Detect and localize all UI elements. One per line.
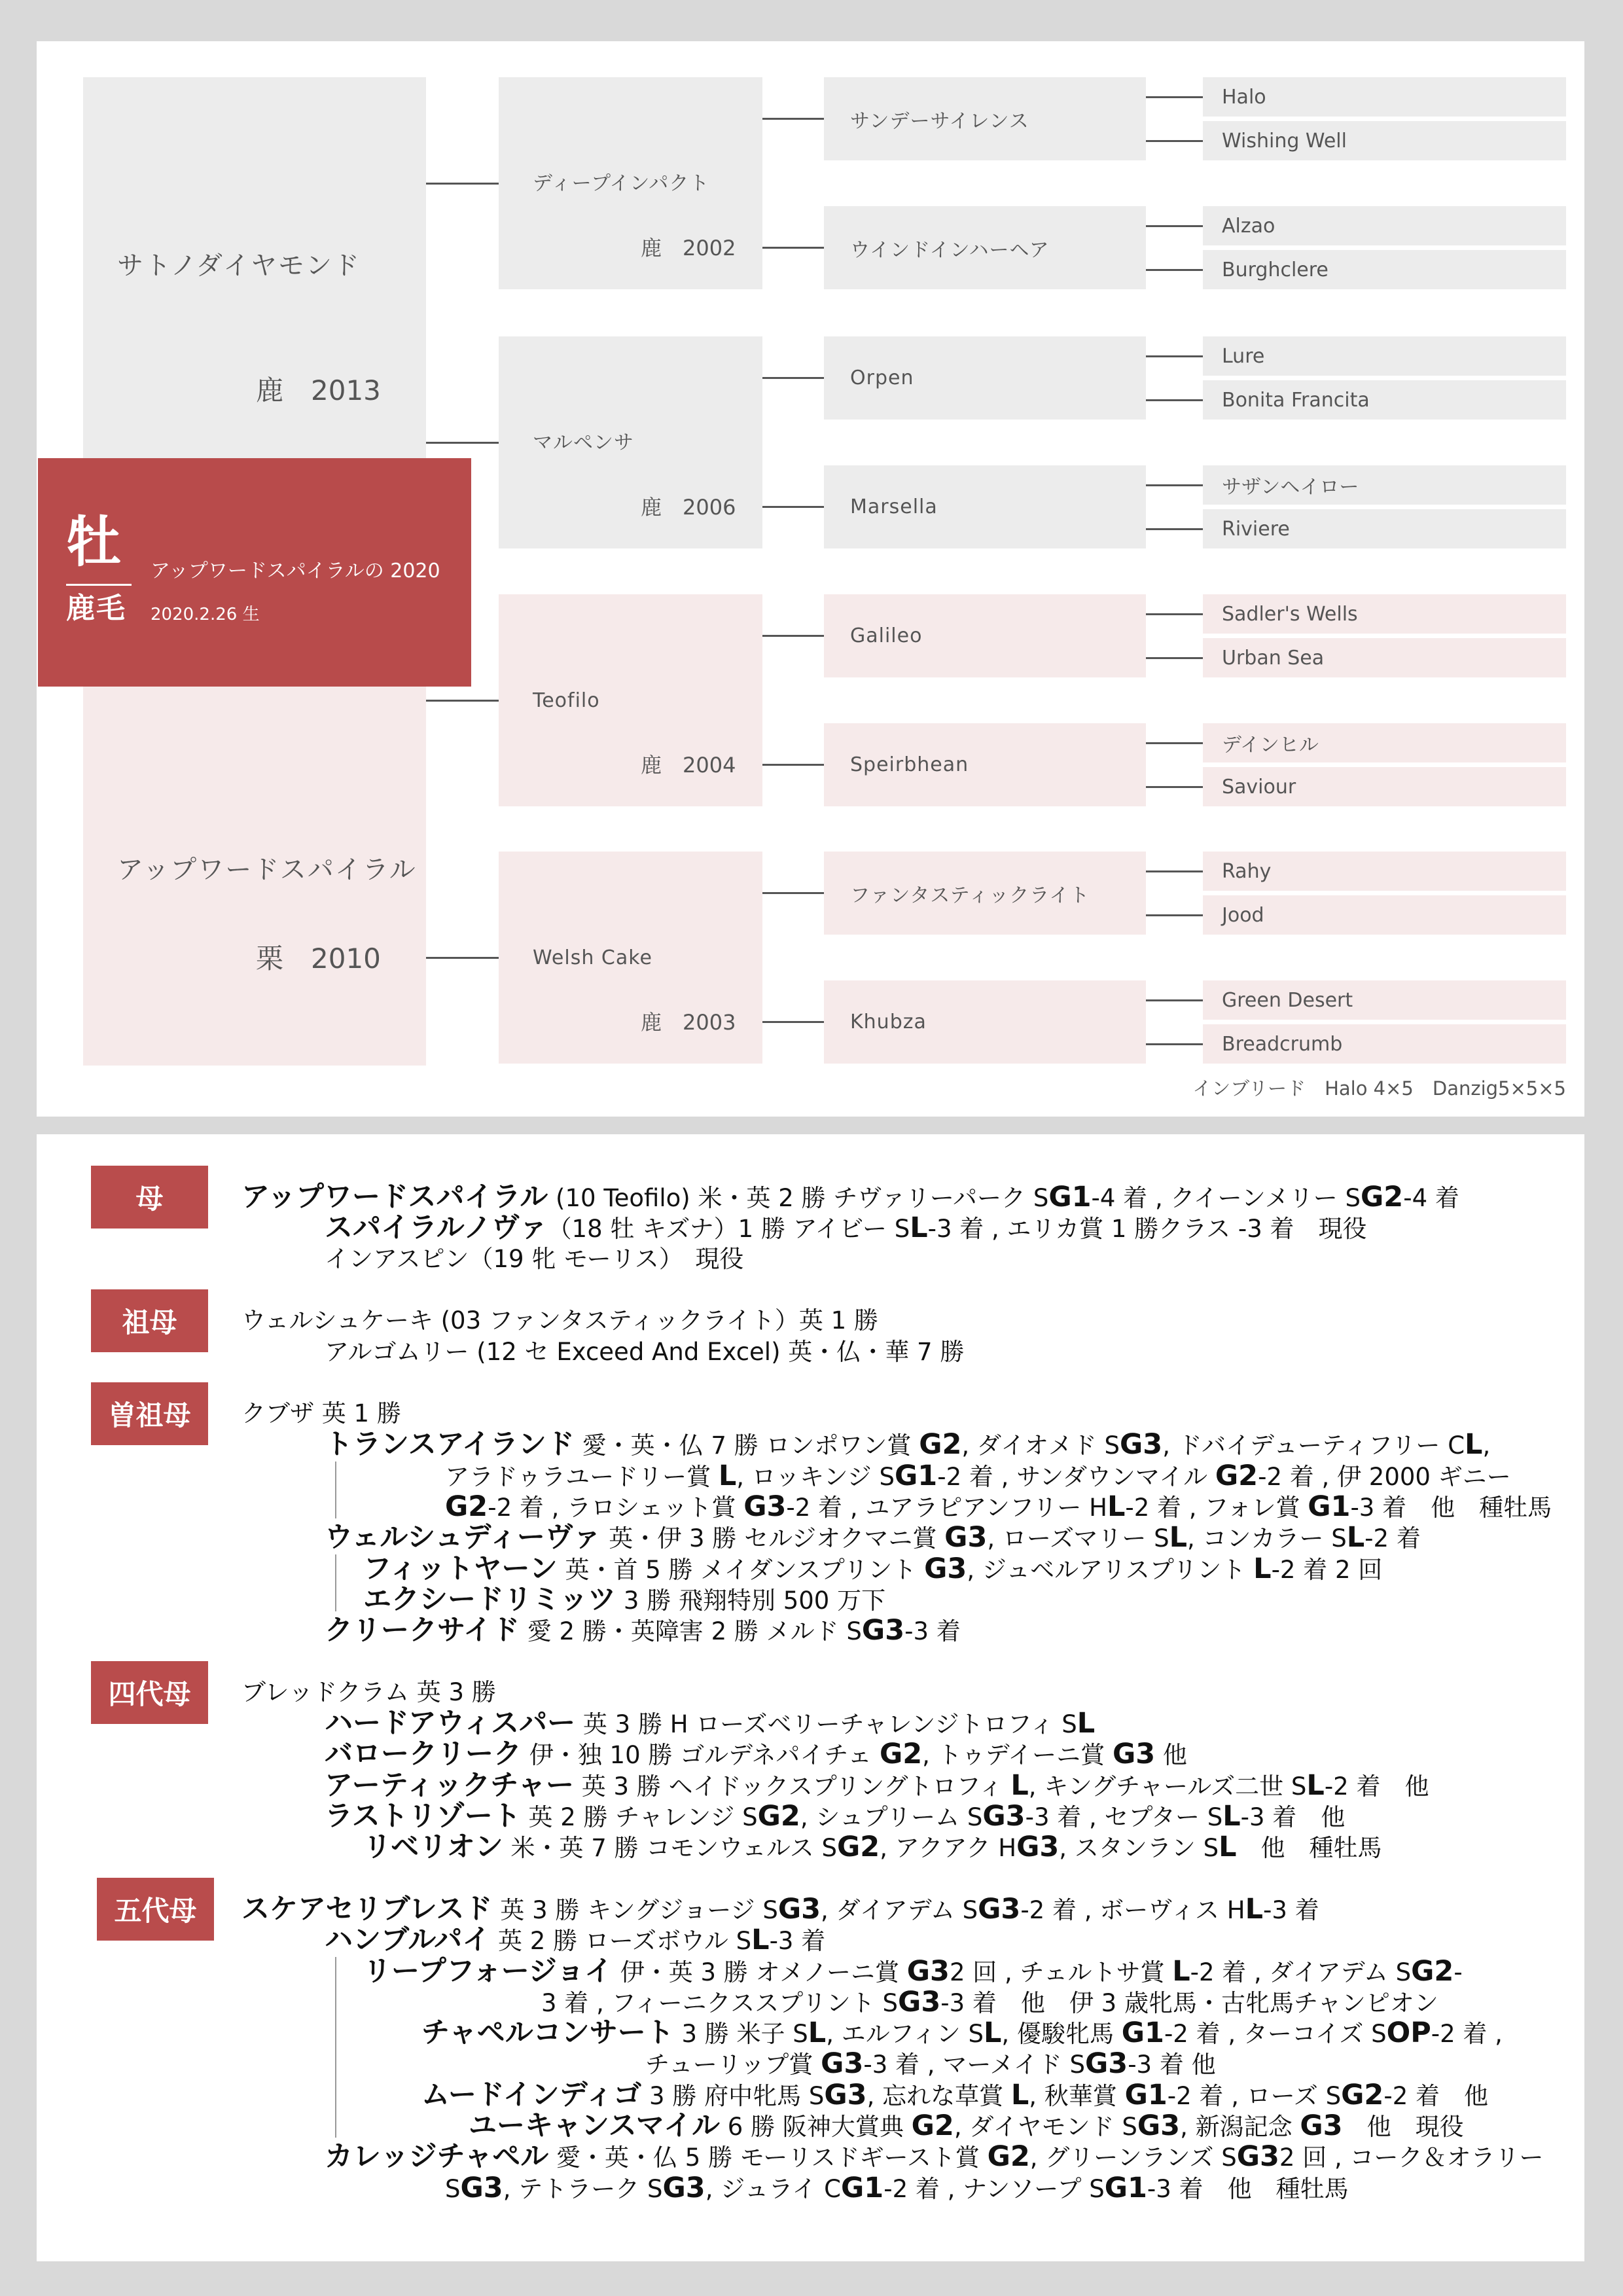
emphasis-text: G3 (978, 1893, 1021, 1926)
emphasis-text: L (1465, 1428, 1483, 1461)
emphasis-text: L (1222, 1800, 1241, 1833)
gen3-name: ファンタスティックライト (850, 884, 1090, 907)
emphasis-text: G3 (1119, 1428, 1163, 1461)
family-line (325, 1708, 1095, 1739)
emphasis-text: G3 (777, 1893, 821, 1926)
family-line (325, 1212, 1367, 1244)
gen4-name: Rahy (1222, 859, 1272, 883)
family-line (421, 2079, 1488, 2111)
emphasis-text: G2 (757, 1800, 800, 1833)
gen2-info: 鹿 2003 (641, 1010, 736, 1035)
gen3-box (824, 336, 1146, 420)
connector-line (1146, 786, 1203, 788)
gen2-name: ディープインパクト (533, 172, 710, 195)
gen3-name: Galileo (850, 624, 923, 647)
emphasis-text: G2 (1361, 1181, 1404, 1213)
gen4-name: Alzao (1222, 214, 1275, 238)
emphasis-text: G1 (1104, 2172, 1147, 2204)
family-text: -3 着 (904, 1617, 961, 1645)
gen2-box (499, 852, 762, 1064)
connector-line (762, 247, 824, 249)
family-text: 英 3 勝 キングジョージ S (492, 1896, 778, 1924)
connector-line (1146, 528, 1203, 530)
connector-line (426, 957, 499, 959)
family-text: , キングチャールズ二世 S (1028, 1772, 1307, 1801)
emphasis-text: L (1245, 1893, 1264, 1926)
gen4-name: サザンヘイロー (1222, 476, 1359, 499)
family-text: （18 牡 キズナ）1 勝 アイビー S (547, 1215, 910, 1243)
gen2-info: 鹿 2006 (641, 495, 736, 520)
family-text: 英 2 勝 チャレンジ S (520, 1803, 758, 1831)
gen4-name: Jood (1222, 903, 1264, 927)
emphasis-text: ハンブルパイ (325, 1924, 491, 1956)
emphasis-text: G3 (1112, 1738, 1156, 1770)
family-text: , テトラーク S (503, 2175, 663, 2203)
emphasis-text: アップワードスパイラル (241, 1181, 548, 1213)
emphasis-text: L (1010, 2079, 1029, 2111)
emphasis-text: スパイラルノヴァ (325, 1211, 548, 1244)
family-text: -4 着 , クイーンメリー S (1091, 1184, 1361, 1212)
family-text: , グリーンランズ S (1029, 2144, 1237, 2172)
family-text: , トゥデイーニ賞 (922, 1741, 1113, 1769)
emphasis-text: G3 (1084, 2047, 1128, 2080)
family-text: 愛・英・仏 5 勝 モーリスドギースト賞 (548, 2144, 988, 2172)
sire-name: サトノダイヤモンド (117, 251, 361, 281)
family-text: , ダイヤモンド S (954, 2113, 1137, 2141)
family-line (541, 1986, 1438, 2018)
family-text: 英 3 勝 ヘイドックスプリングトロフィ (573, 1772, 1011, 1801)
gen3-name: Khubza (850, 1011, 927, 1033)
family-text: インアスピン（19 牝 モーリス） 現役 (325, 1245, 744, 1273)
family-panel (37, 1134, 1584, 2261)
generation-label: 四代母 (91, 1661, 208, 1724)
emphasis-text: L (1306, 1769, 1325, 1802)
connector-line (1146, 399, 1203, 401)
divider (66, 584, 132, 586)
family-text: -2 着 , 伊 2000 ギニー (1258, 1463, 1511, 1491)
family-text: -2 着 , ユアラピアンフリー H (786, 1494, 1107, 1522)
family-line (325, 1801, 1345, 1832)
gen2-info: 鹿 2004 (641, 753, 736, 778)
family-text: , (1482, 1431, 1491, 1460)
gen4-name: Riviere (1222, 517, 1290, 541)
gen4-name: Burghclere (1222, 258, 1329, 281)
family-text: 伊・独 10 勝 ゴルデネパイチェ (522, 1741, 880, 1769)
foal-sex: 牡 (66, 510, 122, 574)
connector-line (762, 764, 824, 766)
gen4-name: Sadler's Wells (1222, 602, 1358, 626)
family-line (445, 2172, 1349, 2204)
emphasis-text: L (1172, 1955, 1190, 1988)
emphasis-text: L (1169, 1521, 1187, 1554)
family-text: , シュプリーム S (800, 1803, 983, 1831)
generation-label: 母 (91, 1166, 208, 1229)
foal-box (38, 458, 471, 687)
gen3-box (824, 594, 1146, 677)
pedigree-panel (37, 41, 1584, 1117)
family-text: -2 着 , ナンソープ S (883, 2175, 1105, 2203)
gen3-box (824, 465, 1146, 548)
gen4-box (1203, 980, 1566, 1020)
family-line (241, 1893, 1319, 1925)
sire-info: 鹿 2013 (256, 374, 381, 406)
gen4-name: Urban Sea (1222, 646, 1325, 670)
family-text: , 秋華賞 (1029, 2082, 1125, 2110)
emphasis-text: OP (1386, 2017, 1431, 2049)
dam-name: アップワードスパイラル (117, 855, 417, 885)
gen2-box (499, 77, 762, 289)
connector-line (762, 892, 824, 894)
connector-line (1146, 657, 1203, 659)
emphasis-text: G3 (1236, 2140, 1279, 2173)
emphasis-text: G2 (836, 1831, 880, 1863)
family-text: , コンカラー S (1186, 1524, 1347, 1552)
gen4-box (1203, 77, 1566, 117)
family-text: 米・英 7 勝 コモンウェルス S (503, 1834, 837, 1862)
emphasis-text: G3 (821, 2047, 864, 2080)
connector-line (1146, 914, 1203, 916)
connector-line (1146, 999, 1203, 1001)
gen4-box (1203, 336, 1566, 376)
emphasis-text: G2 (1341, 2079, 1384, 2111)
gen3-box (824, 852, 1146, 935)
connector-line (426, 183, 499, 185)
gen4-box (1203, 509, 1566, 548)
family-line (325, 1770, 1429, 1801)
family-text: , アクアク H (880, 1834, 1017, 1862)
family-text: , ロッキンジ S (736, 1463, 895, 1491)
gen2-name: マルペンサ (533, 431, 634, 454)
emphasis-text: L (751, 1924, 770, 1956)
gen4-box (1203, 895, 1566, 935)
bracket-line (335, 1957, 336, 2138)
family-text: 2 回 , チェルトサ賞 (949, 1958, 1173, 1986)
family-text: -3 着 他 種牡馬 (1350, 1494, 1552, 1522)
connector-line (762, 635, 824, 637)
family-text: 愛・英・仏 7 勝 ロンポワン賞 (574, 1431, 919, 1460)
family-text: , ローズマリー S (987, 1524, 1169, 1552)
family-text: 英・伊 3 勝 セルジオクマニ賞 (601, 1524, 945, 1552)
gen4-name: Lure (1222, 344, 1265, 368)
family-line (363, 1553, 1382, 1585)
family-text: -2 着 , ダイアデム S (1190, 1958, 1412, 1986)
bracket-line (335, 1554, 336, 1611)
gen4-box (1203, 206, 1566, 245)
emphasis-text: バロークリーク (325, 1738, 522, 1770)
gen4-box (1203, 723, 1566, 762)
family-text: 3 勝 飛翔特別 500 万下 (616, 1587, 886, 1615)
emphasis-text: ムードインディゴ (421, 2079, 642, 2111)
emphasis-text: ユーキャンスマイル (469, 2109, 720, 2142)
emphasis-text: G3 (743, 1490, 787, 1523)
gen3-box (824, 206, 1146, 289)
family-line (325, 1336, 964, 1368)
family-text: 6 勝 阪神大賞典 (720, 2113, 912, 2141)
connector-line (762, 377, 824, 379)
family-text: , エルフィン S (826, 2020, 984, 2048)
family-line (445, 1491, 1552, 1522)
gen3-name: Orpen (850, 367, 914, 389)
connector-line (762, 506, 824, 508)
gen3-box (824, 77, 1146, 160)
emphasis-text: リープフォージョイ (363, 1955, 613, 1988)
emphasis-text: G3 (1137, 2109, 1181, 2142)
emphasis-text: G3 (898, 1986, 941, 2018)
emphasis-text: G1 (1048, 1181, 1092, 1213)
family-text: クブザ 英 1 勝 (241, 1399, 401, 1427)
emphasis-text: トランスアイランド (325, 1428, 575, 1461)
connector-line (1146, 613, 1203, 615)
gen4-name: Wishing Well (1222, 129, 1347, 152)
family-text: -2 着 , フォレ賞 (1125, 1494, 1308, 1522)
family-line (645, 2048, 1216, 2079)
connector-line (1146, 225, 1203, 227)
family-text: -3 着 , エリカ賞 1 勝クラス -3 着 現役 (927, 1215, 1367, 1243)
family-text: 他 (1155, 1741, 1187, 1769)
family-text: -3 着 他 種牡馬 (1147, 2175, 1349, 2203)
emphasis-text: ウェルシュディーヴァ (325, 1521, 601, 1554)
family-line (241, 1677, 496, 1708)
emphasis-text: G2 (987, 2140, 1030, 2173)
gen2-name: Teofilo (533, 689, 600, 712)
emphasis-text: L (1346, 1521, 1365, 1554)
family-text: -3 着 (1263, 1896, 1319, 1924)
connector-line (1146, 484, 1203, 486)
family-text: , ジュライ C (705, 2175, 841, 2203)
emphasis-text: G2 (445, 1490, 488, 1523)
emphasis-text: L (1077, 1707, 1096, 1740)
emphasis-text: G3 (861, 1614, 905, 1647)
foal-name: アップワードスパイラルの 2020 (151, 560, 440, 583)
family-text: -2 着 , ローズ S (1167, 2082, 1342, 2110)
family-text: 英 3 勝 H ローズベリーチャレンジトロフィ S (575, 1710, 1077, 1738)
emphasis-text: ラストリゾート (325, 1800, 521, 1833)
emphasis-text: L (718, 1460, 737, 1492)
family-text: , 忘れな草賞 (866, 2082, 1011, 2110)
gen4-name: Saviour (1222, 775, 1296, 798)
family-text: -2 着 , ボーヴィス H (1020, 1896, 1245, 1924)
emphasis-text: G3 (824, 2079, 867, 2111)
family-text: 3 勝 府中牝馬 S (641, 2082, 825, 2110)
bracket-line (335, 1462, 336, 1518)
emphasis-text: L (1010, 1769, 1029, 1802)
family-text: -4 着 (1403, 1184, 1459, 1212)
emphasis-text: G1 (895, 1460, 938, 1492)
connector-line (1146, 1043, 1203, 1045)
gen4-box (1203, 380, 1566, 420)
gen4-name: デインヒル (1222, 734, 1319, 757)
family-text: - (1454, 1958, 1463, 1986)
connector-line (1146, 269, 1203, 271)
family-text: -2 着 , ラロシェット賞 (488, 1494, 744, 1522)
gen4-box (1203, 465, 1566, 505)
connector-line (426, 700, 499, 702)
family-line (325, 1244, 743, 1275)
family-text: -3 着 他 (1240, 1803, 1346, 1831)
connector-line (426, 442, 499, 444)
emphasis-text: L (984, 2017, 1002, 2049)
connector-line (762, 118, 824, 120)
family-text: -2 着 他 (1324, 1772, 1429, 1801)
gen4-box (1203, 638, 1566, 677)
family-text: -3 着 , マーメイド S (863, 2051, 1085, 2079)
emphasis-text: L (1219, 1831, 1237, 1863)
family-line (469, 2110, 1464, 2142)
family-text: , 新潟記念 (1180, 2113, 1300, 2141)
gen2-name: Welsh Cake (533, 946, 652, 969)
family-text: , ダイアデム S (821, 1896, 978, 1924)
emphasis-text: エクシードリミッツ (363, 1583, 616, 1616)
family-text: 他 現役 (1342, 2113, 1464, 2141)
family-line (325, 1429, 1490, 1460)
emphasis-text: スケアセリブレスド (241, 1893, 493, 1926)
family-text: 3 着 , フィーニクススプリント S (541, 1989, 899, 2017)
family-text: -3 着 , セプター S (1025, 1803, 1223, 1831)
family-text: -2 着 , ターコイズ S (1164, 2020, 1387, 2048)
gen4-box (1203, 767, 1566, 806)
gen4-box (1203, 594, 1566, 634)
family-text: -3 着 他 (1128, 2051, 1216, 2079)
family-text: -2 着 , (1431, 2020, 1503, 2048)
family-text: チューリップ賞 (645, 2051, 821, 2079)
gen4-name: Breadcrumb (1222, 1032, 1343, 1056)
gen4-box (1203, 121, 1566, 160)
family-text: -2 着 , サンダウンマイル (937, 1463, 1215, 1491)
gen3-name: サンデーサイレンス (850, 109, 1029, 133)
family-text: -3 着 (769, 1927, 826, 1955)
connector-line (1146, 140, 1203, 142)
emphasis-text: リベリオン (363, 1831, 503, 1863)
emphasis-text: G3 (1300, 2109, 1343, 2142)
inbreeding-note: インブリード Halo 4×5 Danzig5×5×5 (1192, 1077, 1566, 1100)
emphasis-text: カレッジチャペル (325, 2140, 549, 2173)
family-text: 愛 2 勝・英障害 2 勝 メルド S (520, 1617, 862, 1645)
family-text: -3 着 他 伊 3 歳牝馬・古牝馬チャンピオン (940, 1989, 1438, 2017)
emphasis-text: G3 (906, 1955, 950, 1988)
connector-line (1146, 96, 1203, 98)
family-text: -2 着 (1364, 1524, 1421, 1552)
generation-label: 五代母 (97, 1878, 214, 1941)
emphasis-text: G2 (919, 1428, 962, 1461)
foal-coat-color: 鹿毛 (66, 592, 126, 625)
family-text: , ジュベルアリスプリント (967, 1556, 1254, 1584)
gen4-name: Halo (1222, 85, 1266, 109)
family-line (241, 1181, 1459, 1213)
generation-label: 曽祖母 (91, 1382, 208, 1445)
gen2-box (499, 336, 762, 548)
gen2-info: 鹿 2002 (641, 236, 736, 260)
emphasis-text: G1 (1121, 2017, 1164, 2049)
emphasis-text: G3 (944, 1521, 988, 1554)
family-text: ブレッドクラム 英 3 勝 (241, 1678, 496, 1706)
family-text: , 優駿牝馬 (1001, 2020, 1122, 2048)
emphasis-text: アーティックチャー (325, 1769, 574, 1802)
family-line (325, 1615, 961, 1646)
foal-birth-date: 2020.2.26 生 (151, 605, 260, 624)
gen3-box (824, 980, 1146, 1064)
family-text: 伊・英 3 勝 オメノーニ賞 (612, 1958, 907, 1986)
emphasis-text: G2 (879, 1738, 923, 1770)
emphasis-text: G3 (924, 1552, 967, 1585)
family-text: , ドバイデューティフリー C (1162, 1431, 1465, 1460)
gen4-box (1203, 1024, 1566, 1064)
gen3-box (824, 723, 1146, 806)
gen2-box (499, 594, 762, 806)
emphasis-text: ハードアウィスパー (325, 1707, 576, 1740)
family-text: , スタンラン S (1059, 1834, 1219, 1862)
family-line (325, 1738, 1187, 1770)
connector-line (1146, 870, 1203, 872)
emphasis-text: G2 (1215, 1460, 1258, 1492)
family-line (325, 1924, 825, 1956)
family-line (445, 1460, 1511, 1492)
emphasis-text: G1 (841, 2172, 884, 2204)
gen4-box (1203, 250, 1566, 289)
emphasis-text: チャペルコンサート (421, 2017, 674, 2049)
family-text: 3 勝 米子 S (673, 2020, 808, 2048)
connector-line (1146, 355, 1203, 357)
connector-line (1146, 742, 1203, 744)
gen3-name: ウインドインハーヘア (850, 238, 1050, 262)
family-line (363, 1584, 885, 1615)
family-text: 英 2 勝 ローズボウル S (490, 1927, 752, 1955)
emphasis-text: G3 (982, 1800, 1026, 1833)
family-line (241, 1305, 878, 1336)
family-line (325, 1522, 1421, 1553)
family-text: -2 着 他 (1383, 2082, 1488, 2110)
family-text: -2 着 2 回 (1271, 1556, 1383, 1584)
family-line (325, 2141, 1544, 2172)
emphasis-text: G2 (911, 2109, 954, 2142)
dam-info: 栗 2010 (256, 942, 381, 975)
emphasis-text: G3 (662, 2172, 705, 2204)
emphasis-text: L (910, 1211, 928, 1244)
family-text: , ダイオメド S (961, 1431, 1120, 1460)
emphasis-text: L (1253, 1552, 1272, 1585)
family-text: (10 Teofilo) 米・英 2 勝 チヴァリーパーク S (548, 1184, 1049, 1212)
connector-line (762, 1021, 824, 1023)
family-text: ウェルシュケーキ (03 ファンタスティックライト）英 1 勝 (241, 1306, 878, 1335)
family-text: S (445, 2175, 461, 2203)
family-text: アラドゥラユードリー賞 (445, 1463, 719, 1491)
emphasis-text: L (808, 2017, 827, 2049)
emphasis-text: G1 (1124, 2079, 1168, 2111)
emphasis-text: G2 (1411, 1955, 1454, 1988)
family-line (363, 1831, 1382, 1863)
emphasis-text: G3 (1016, 1831, 1060, 1863)
gen3-name: Marsella (850, 495, 938, 518)
emphasis-text: L (1107, 1490, 1126, 1523)
family-text: アルゴムリー (12 セ Exceed And Excel) 英・仏・華 7 勝 (325, 1338, 965, 1366)
gen4-name: Green Desert (1222, 988, 1353, 1012)
family-text: 英・首 5 勝 メイダンスプリント (557, 1556, 925, 1584)
family-line (363, 1956, 1463, 1987)
emphasis-text: フィットヤーン (363, 1552, 558, 1585)
emphasis-text: G3 (460, 2172, 503, 2204)
family-text: 2 回 , コーク＆オラリー (1279, 2144, 1544, 2172)
gen4-box (1203, 852, 1566, 891)
generation-label: 祖母 (91, 1289, 208, 1352)
family-text: 他 種牡馬 (1236, 1834, 1382, 1862)
gen3-name: Speirbhean (850, 753, 969, 776)
emphasis-text: クリークサイド (325, 1614, 520, 1647)
family-line (241, 1398, 401, 1429)
family-line (421, 2017, 1503, 2049)
gen4-name: Bonita Francita (1222, 388, 1370, 412)
emphasis-text: G1 (1308, 1490, 1351, 1523)
